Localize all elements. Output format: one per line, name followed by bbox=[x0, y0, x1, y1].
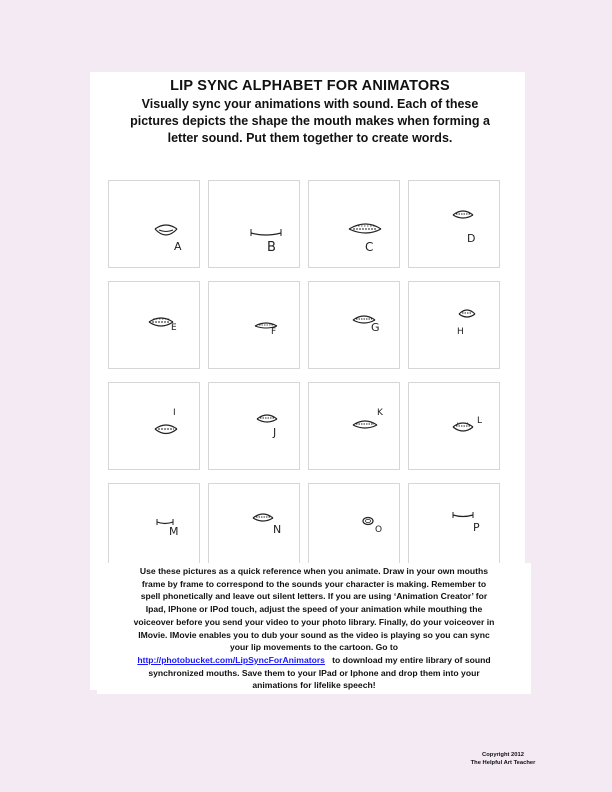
page-title: LIP SYNC ALPHABET FOR ANIMATORS bbox=[170, 78, 450, 94]
copyright-year: Copyright 2012 bbox=[482, 752, 524, 758]
mouth-i-drawing bbox=[109, 383, 201, 471]
mouth-cell-a bbox=[108, 180, 200, 268]
mouth-o-drawing bbox=[309, 484, 401, 572]
mouth-j-drawing bbox=[209, 383, 301, 471]
mouth-g-drawing bbox=[309, 282, 401, 370]
intro-line-2: pictures depicts the shape the mouth makes when forming a bbox=[130, 114, 490, 128]
letter-k: K bbox=[377, 408, 383, 418]
letter-f: F bbox=[271, 327, 277, 337]
mouth-cell-l bbox=[408, 382, 500, 470]
mouth-h-drawing bbox=[409, 282, 501, 370]
mouth-k-drawing bbox=[309, 383, 401, 471]
letter-b: B bbox=[267, 240, 276, 255]
footer-line-7: your lip movements to the cartoon. Go to bbox=[229, 642, 399, 653]
mouth-cell-k bbox=[308, 382, 400, 470]
letter-a: A bbox=[174, 240, 182, 253]
letter-g: G bbox=[371, 321, 380, 334]
mouth-f-drawing bbox=[209, 282, 301, 370]
letter-d: D bbox=[467, 232, 476, 245]
letter-p: P bbox=[473, 521, 480, 534]
mouth-d-drawing bbox=[409, 181, 501, 269]
mouth-cell-i bbox=[108, 382, 200, 470]
mouth-cell-m bbox=[108, 483, 200, 571]
mouth-cell-p bbox=[408, 483, 500, 571]
mouth-l-drawing bbox=[409, 383, 501, 471]
mouth-cell-j bbox=[208, 382, 300, 470]
footer-line-2: frame by frame to correspond to the sounds your character is making. Remember to bbox=[141, 578, 487, 589]
footer-line-4: Ipad, IPhone or IPod touch, adjust the speed of your animation while mouthing the bbox=[145, 604, 483, 615]
copyright-owner: The Helpful Art Teacher bbox=[470, 759, 536, 766]
letter-i: I bbox=[173, 408, 176, 418]
letter-m: M bbox=[169, 525, 179, 538]
footer-line-5: voiceover before you send your video to your photo library. Finally, do your voiceover in bbox=[133, 616, 495, 627]
letter-l: L bbox=[477, 416, 483, 426]
mouth-c-drawing bbox=[309, 181, 401, 269]
footer-line-1: Use these pictures as a quick reference when you animate. Draw in your own mouths bbox=[139, 566, 489, 576]
mouth-cell-g bbox=[308, 281, 400, 369]
mouth-n-drawing bbox=[209, 484, 301, 572]
copyright-notice bbox=[448, 752, 558, 767]
letter-n: N bbox=[273, 523, 282, 536]
usage-instructions bbox=[97, 563, 531, 694]
mouth-cell-d bbox=[408, 180, 500, 268]
footer-line-9: synchronized mouths. Save them to your IPad or Iphone and drop them into your bbox=[148, 667, 480, 678]
mouth-cell-b bbox=[208, 180, 300, 268]
footer-line-3: spell phonetically and leave out silent letters. If you are using ‘Animation Creator’ for bbox=[140, 591, 488, 602]
mouth-cell-h bbox=[408, 281, 500, 369]
mouth-cell-n bbox=[208, 483, 300, 571]
mouth-cell-c bbox=[308, 180, 400, 268]
footer-line-10: animations for lifelike speech! bbox=[252, 680, 376, 691]
footer-line-8: to download my entire library of sound bbox=[332, 654, 491, 665]
intro-line-3: letter sound. Put them together to create words. bbox=[167, 131, 453, 145]
photobucket-link[interactable]: http://photobucket.com/LipSyncForAnimators bbox=[137, 654, 325, 665]
letter-e: E bbox=[171, 323, 177, 333]
mouth-m-drawing bbox=[109, 484, 201, 572]
letter-o: O bbox=[375, 525, 383, 535]
intro-line-1: Visually sync your animations with sound. Each of these bbox=[141, 97, 479, 111]
mouth-cell-o bbox=[308, 483, 400, 571]
letter-j: J bbox=[273, 426, 277, 439]
letter-c: C bbox=[365, 240, 374, 254]
mouth-b-drawing bbox=[209, 181, 301, 269]
mouth-p-drawing bbox=[409, 484, 501, 572]
page-header bbox=[100, 78, 520, 147]
intro-text bbox=[100, 96, 520, 147]
mouth-a-drawing bbox=[109, 181, 201, 269]
mouth-e-drawing bbox=[109, 282, 201, 370]
mouth-cell-e bbox=[108, 281, 200, 369]
letter-h: H bbox=[457, 327, 464, 337]
mouth-cell-f bbox=[208, 281, 300, 369]
footer-line-6: IMovie. IMovie enables you to dub your sound as the video is playing so you can sync bbox=[138, 629, 490, 640]
